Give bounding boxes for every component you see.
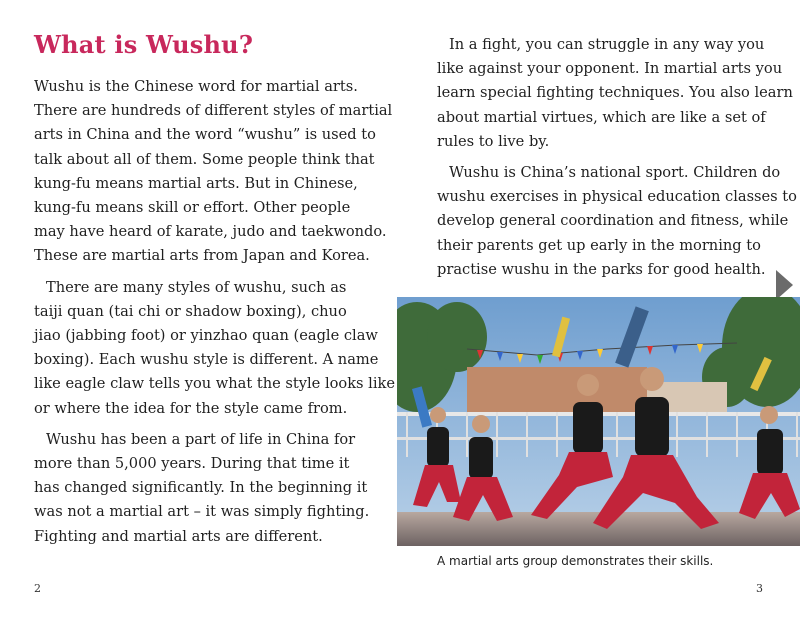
text-line: talk about all of them. Some people think that — [34, 150, 375, 168]
text-line: develop general coordination and fitness, while — [437, 212, 789, 230]
martial-arts-photo — [397, 297, 800, 546]
text-line: learn special fighting techniques. You also learn — [437, 84, 793, 102]
left-paragraph-2 — [34, 276, 395, 421]
text-line: like eagle claw tells you what the style looks like — [34, 375, 395, 393]
text-line: boxing). Each wushu style is different. A name — [34, 351, 379, 369]
page-title: What is Wushu? — [34, 30, 254, 59]
page-number-left: 2 — [34, 582, 41, 595]
right-body-text — [437, 33, 797, 289]
text-line: Fighting and martial arts are different. — [34, 527, 323, 545]
text-line: about martial virtues, which are like a set of — [437, 108, 766, 126]
text-line: like against your opponent. In martial arts you — [437, 60, 783, 78]
left-paragraph-1 — [34, 75, 393, 269]
left-body-text — [34, 75, 395, 556]
text-line: wushu exercises in physical education classes to — [437, 188, 797, 206]
text-line: or where the idea for the style came from. — [34, 399, 348, 417]
right-paragraph-1 — [437, 33, 793, 154]
left-paragraph-3 — [34, 428, 384, 549]
text-line: practise wushu in the parks for good health. — [437, 260, 766, 278]
text-line: jiao (jabbing foot) or yinzhao quan (eagle claw — [34, 327, 378, 345]
text-line: taiji quan (tai chi or shadow boxing), chuo — [34, 302, 347, 320]
text-line: more than 5,000 years. During that time it — [34, 455, 350, 473]
next-page-arrow-icon[interactable] — [776, 270, 793, 300]
right-paragraph-2 — [437, 161, 797, 282]
text-line: may have heard of karate, judo and taekwondo. — [34, 223, 387, 241]
page-number-right: 3 — [756, 582, 763, 595]
text-line: was not a martial art – it was simply fighting. — [34, 503, 370, 521]
text-line: their parents get up early in the morning to — [437, 236, 761, 254]
text-line: Wushu is China’s national sport. Children do — [449, 164, 781, 182]
text-line: arts in China and the word “wushu” is used to — [34, 126, 376, 144]
photo-caption: A martial arts group demonstrates their skills. — [437, 554, 714, 568]
text-line: There are many styles of wushu, such as — [46, 278, 347, 296]
text-line: These are martial arts from Japan and Korea. — [34, 247, 370, 265]
text-line: rules to live by. — [437, 132, 550, 150]
text-line: kung-fu means skill or effort. Other people — [34, 199, 351, 217]
text-line: There are hundreds of different styles of martial — [34, 102, 393, 120]
text-line: Wushu has been a part of life in China for — [46, 430, 356, 448]
text-line: Wushu is the Chinese word for martial arts. — [34, 78, 358, 95]
text-line: kung-fu means martial arts. But in Chinese, — [34, 174, 358, 192]
text-line: has changed significantly. In the beginning it — [34, 479, 368, 497]
text-line: In a fight, you can struggle in any way you — [449, 36, 765, 53]
